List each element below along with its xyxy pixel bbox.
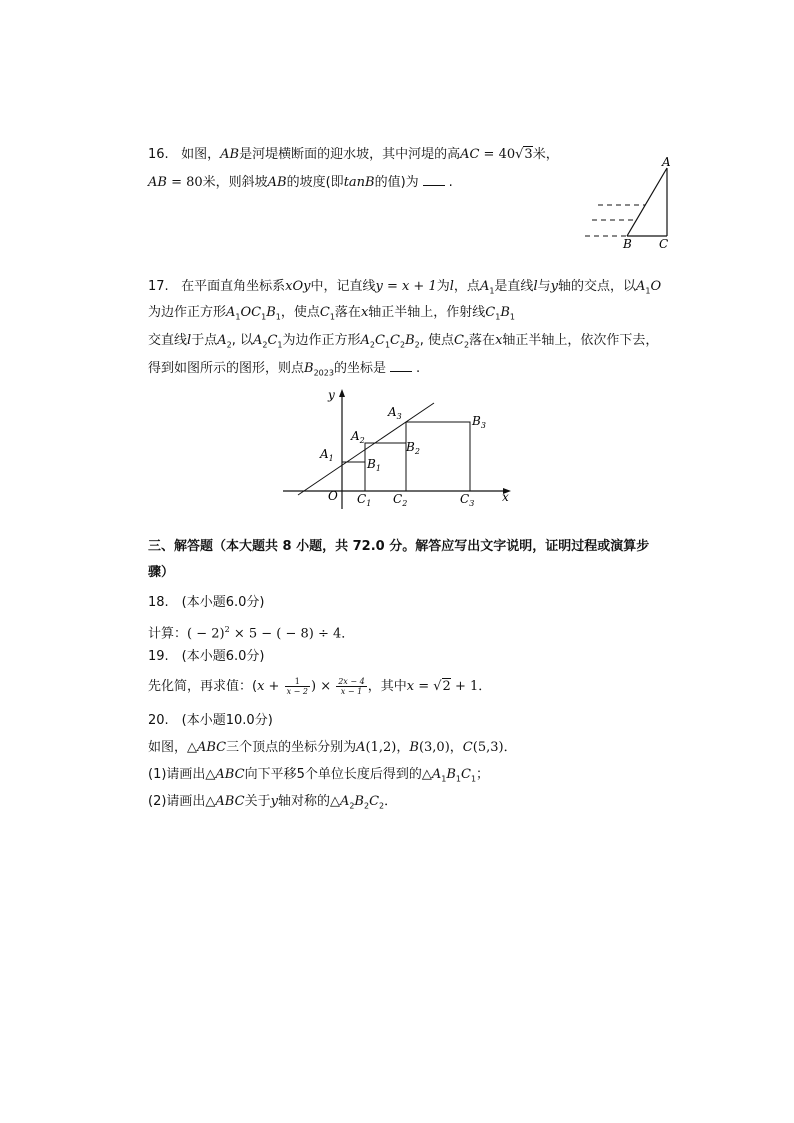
- q17-math: A: [360, 333, 370, 348]
- q17-sub: 1: [275, 312, 281, 322]
- q19-text: 先化简，再求值：(: [148, 679, 258, 694]
- q17-math: B: [304, 361, 314, 376]
- q20-text: 三个顶点的坐标分别为: [226, 740, 357, 755]
- q17-a1: A: [479, 279, 490, 294]
- q17-sub: 1: [235, 312, 241, 322]
- q17-math: C: [390, 333, 400, 348]
- q20-math: A: [431, 767, 442, 782]
- q17-label-c1: $C_1$: [357, 492, 372, 508]
- q18-pow: 2: [224, 625, 230, 634]
- q17-label-a2: $A_2$: [351, 429, 365, 445]
- q20-coord: (1,2): [365, 740, 397, 755]
- q17-sub: 2: [463, 340, 470, 350]
- q17-math: x: [495, 333, 503, 348]
- q17-math: OC: [240, 305, 262, 320]
- q19-op: +: [264, 679, 284, 694]
- q17-sub: 2: [369, 340, 375, 350]
- q19-frac1: $\frac{1}{x - 2}$: [286, 677, 308, 696]
- q16-text: 是河堤横断面的迎水坡，其中河堤的高: [239, 147, 461, 162]
- q20-text: ．: [384, 794, 398, 809]
- q17-math: B: [266, 305, 276, 320]
- q17-label-b2: $B_2$: [406, 440, 420, 456]
- q20-math: B: [354, 794, 364, 809]
- q17-sub: 1: [277, 340, 283, 350]
- q17-text: 轴正半轴上，作射线: [368, 305, 486, 320]
- q17-sub: 1: [261, 312, 267, 322]
- q18-head: 18. (本小题6.0分): [148, 595, 265, 610]
- q16-period: .: [448, 175, 453, 190]
- q16-figure: [580, 150, 680, 250]
- q17-text: 是直线: [494, 279, 534, 294]
- section3-count: 8: [282, 539, 292, 554]
- answer-blank[interactable]: [390, 359, 412, 372]
- q17-y: y: [550, 279, 558, 294]
- q17-math: C: [374, 333, 385, 348]
- q19-x: x: [257, 679, 265, 694]
- q20-text: 关于: [244, 794, 271, 809]
- q19-head: 19. (本小题6.0分): [148, 649, 265, 664]
- q17-text: 为边作正方形: [148, 305, 227, 320]
- q20-math: C: [460, 767, 471, 782]
- q17-l: l: [533, 279, 538, 294]
- q16-ab: AB: [148, 175, 167, 190]
- q17-math: C: [319, 305, 330, 320]
- q17-label-b1: $B_1$: [367, 457, 381, 473]
- q17-text: 轴正半轴上，依次作下去，: [502, 333, 659, 348]
- q20-abc: ABC: [215, 767, 245, 782]
- q20-sub: 2: [363, 801, 370, 811]
- q17-axis-y: y: [328, 388, 335, 402]
- q17-sub: 1: [495, 312, 501, 322]
- q20-text: ．: [503, 740, 517, 755]
- section3-text: 三、解答题（本大题共: [148, 539, 283, 554]
- q17-text: 为边作正方形: [282, 333, 361, 348]
- q17-sub: 1: [509, 312, 515, 322]
- q17-xoy: xOy: [285, 279, 311, 294]
- q16-text: 如图，: [181, 147, 221, 162]
- q20-abc: ABC: [197, 740, 227, 755]
- q17-label-a1: $A_1$: [320, 447, 334, 463]
- q20-text: (1)请画出△: [148, 767, 216, 782]
- q20-y: y: [270, 794, 278, 809]
- q20-text: (2)请画出△: [148, 794, 216, 809]
- q17-line1: [148, 277, 661, 302]
- answer-blank[interactable]: [423, 173, 445, 186]
- q16-text: = 80米，则斜坡: [166, 175, 268, 190]
- q17-math: B: [405, 333, 415, 348]
- q20-c: C: [462, 740, 473, 755]
- q17-text: 于点: [191, 333, 218, 348]
- q16-text: 的坡度(即: [286, 175, 344, 190]
- q20-math: C: [369, 794, 380, 809]
- q20-b: B: [409, 740, 419, 755]
- q17-label-c3: $C_3$: [460, 492, 475, 508]
- q17-math: x: [360, 305, 369, 320]
- q17-origin: O: [328, 489, 338, 503]
- q17-sub: 2: [399, 340, 406, 350]
- q17-sub: 2023: [313, 368, 334, 378]
- q17-math: A: [252, 333, 263, 348]
- q19-end: + 1．: [450, 679, 492, 694]
- q20-a: A: [356, 740, 366, 755]
- q17-sub: 2: [226, 340, 232, 350]
- q17-text: 中，记直线: [310, 279, 376, 294]
- q17-math: A: [217, 333, 227, 348]
- q17-label-c2: $C_2$: [393, 492, 408, 508]
- q17-text: 得到如图所示的图形，则点: [148, 361, 305, 376]
- q16-text: 米，: [532, 147, 559, 162]
- q20-sub: 1: [441, 774, 447, 784]
- q17-o: O: [650, 279, 662, 294]
- q17-text: 交直线: [148, 333, 188, 348]
- q19-body: 先化简，再求值：(x + $\frac{1}{x - 2}$ ) × $\frac{2x - 4}{x - 1}$ ，其中x = √2 + 1．: [148, 677, 492, 696]
- q16-line1: 16. 如图，AB是河堤横断面的迎水坡，其中河堤的高AC = 40√3米，: [148, 147, 559, 162]
- q16-ab: AB: [267, 175, 287, 190]
- q16-eq: = 40: [479, 147, 516, 162]
- section3-text: 小题，共: [291, 539, 353, 554]
- q17-line2: [148, 303, 515, 328]
- q17-axis-x: x: [502, 490, 509, 504]
- q20-coord: (5,3): [472, 740, 504, 755]
- q16-text: 的值)为: [374, 175, 419, 190]
- q19-text: ，其中: [367, 679, 407, 694]
- q17-sub: 1: [384, 340, 391, 350]
- q17-math: A: [226, 305, 236, 320]
- q20-text: ，: [396, 740, 410, 755]
- section3-title-cont: [148, 563, 174, 583]
- q17-math: C: [267, 333, 278, 348]
- q17-sub: 2: [262, 340, 268, 350]
- q17-math: B: [500, 305, 510, 320]
- q16-line2: [148, 173, 453, 193]
- q16-label-b: B: [623, 237, 632, 250]
- q20-head: 20. (本小题10.0分): [148, 713, 273, 728]
- q17-label-b3: $B_3$: [472, 414, 486, 430]
- q16-ac: AC: [460, 147, 480, 162]
- section3-text: 骤）: [148, 565, 175, 580]
- q17-number: 17.: [148, 279, 169, 294]
- q17-line4: [148, 359, 420, 384]
- q20-sub: 1: [470, 774, 477, 784]
- q17-text: 的坐标是: [333, 361, 386, 376]
- q20-line3: [148, 792, 397, 817]
- q18-expr: × 5 − ( − 8) ÷ 4．: [229, 626, 355, 642]
- q20-line1: [148, 738, 517, 758]
- q18-expr: ( − 2): [187, 626, 225, 642]
- q20-math: A: [339, 794, 350, 809]
- q20-sub: 2: [349, 801, 355, 811]
- q20-math: B: [446, 767, 456, 782]
- q17-a1o: A: [636, 279, 646, 294]
- q17-text: 落在: [469, 333, 496, 348]
- q17-text: 与: [537, 279, 551, 294]
- q19-op: ) ×: [310, 679, 336, 694]
- q17-text: ，点: [453, 279, 480, 294]
- section3-text: 分。解答应写出文字说明，证明过程或演算步: [384, 539, 650, 554]
- q17-sub: 1: [489, 286, 495, 296]
- q20-text: ，: [449, 740, 463, 755]
- q19-frac2: $\frac{2x - 4}{x - 1}$: [338, 677, 365, 696]
- q16-number: 16.: [148, 147, 169, 162]
- q19-x: x: [406, 679, 415, 694]
- q20-abc: ABC: [215, 794, 245, 809]
- q16-label-c: C: [659, 237, 669, 250]
- q17-sub: 2: [414, 340, 420, 350]
- q17-text: , 以: [231, 333, 253, 348]
- q17-eq: y = x + 1: [375, 279, 437, 294]
- q17-text: 为: [436, 279, 450, 294]
- q17-math: C: [485, 305, 496, 320]
- section3-title: [148, 537, 649, 557]
- q20-sub: 1: [455, 774, 461, 784]
- q19-sqrt2: 2: [442, 679, 451, 694]
- q20-text: 如图，△: [148, 740, 197, 755]
- q17-sub: 1: [329, 312, 335, 322]
- q16-ab: AB: [220, 147, 240, 162]
- q17-label-a3: $A_3$: [388, 405, 402, 421]
- q19-op: =: [414, 679, 434, 694]
- q17-text: 在平面直角坐标系: [181, 279, 286, 294]
- q17-math: C: [454, 333, 464, 348]
- q16-sqrt3: 3: [524, 147, 533, 162]
- q17-text: , 使点: [419, 333, 454, 348]
- q16-label-a: A: [662, 155, 671, 169]
- q18-body: [148, 620, 354, 644]
- q17-text: ，使点: [280, 305, 320, 320]
- q17-l: l: [449, 279, 454, 294]
- q20-text: 向下平移5个单位长度后得到的△: [244, 767, 432, 782]
- q17-period: .: [415, 361, 421, 376]
- section3-score: 72.0: [352, 539, 385, 554]
- q20-text: 轴对称的△: [277, 794, 340, 809]
- q20-sub: 2: [379, 801, 385, 811]
- q17-text: 落在: [334, 305, 361, 320]
- q17-math: l: [187, 333, 192, 348]
- q17-figure: [278, 385, 518, 515]
- q17-sub: 1: [645, 286, 651, 296]
- q16-tanb: tanB: [343, 175, 375, 190]
- q18-text: 计算：: [148, 626, 188, 642]
- q20-line2: [148, 765, 489, 790]
- q20-coord: (3,0): [418, 740, 450, 755]
- q20-text: ；: [476, 767, 490, 782]
- q17-line3: [148, 331, 658, 356]
- q17-text: 轴的交点，以: [557, 279, 636, 294]
